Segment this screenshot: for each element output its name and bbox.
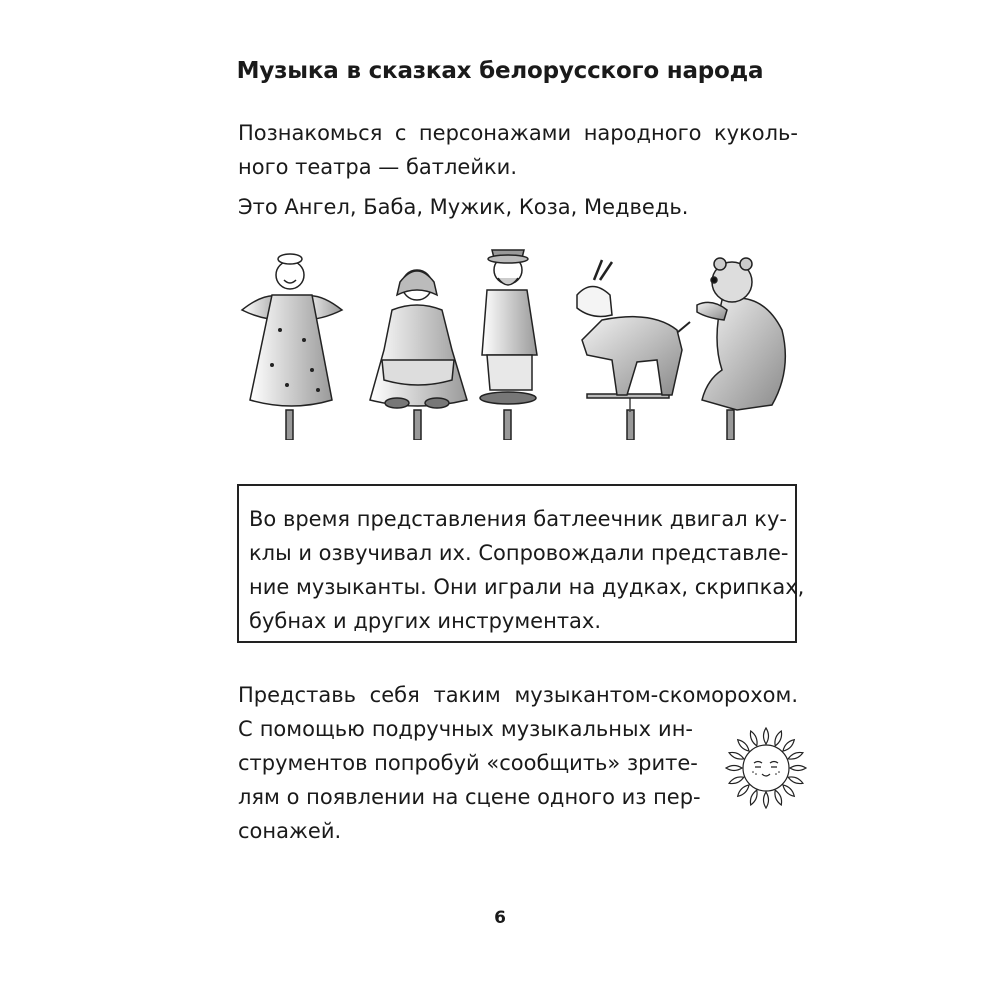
goat-puppet-icon <box>577 260 690 440</box>
puppets-illustration <box>232 240 812 440</box>
characters-sentence: Это Ангел, Баба, Мужик, Коза, Медведь. <box>238 195 689 219</box>
angel-puppet-icon <box>242 254 342 440</box>
info-box-text: Во время представления батлеечник двигал ку- клы и озвучивал их. Сопровождали представле- ние музыканты. Они играли на дудках, скрипках, бубнах и других инструментах. <box>249 507 805 633</box>
muzhik-puppet-icon <box>480 250 537 440</box>
info-box <box>237 484 805 643</box>
baba-puppet-icon <box>370 270 467 440</box>
sun-icon <box>720 722 812 814</box>
intro-line: Познакомься с персонажами народного куколь- <box>238 121 798 145</box>
page-number: 6 <box>494 908 506 928</box>
page-title: Музыка в сказках белорусского народа <box>236 58 764 84</box>
bear-puppet-icon <box>697 258 785 440</box>
intro-line: ного театра — батлейки. <box>238 155 517 179</box>
intro-paragraph <box>238 116 798 184</box>
task-paragraph: Представь себя таким музыкантом-скоморохом. С помощью подручных музыкальных ин- струментов попробуй «сообщить» зрите- лям о появлении на сцене одного из пер- сонажей. <box>238 683 798 843</box>
